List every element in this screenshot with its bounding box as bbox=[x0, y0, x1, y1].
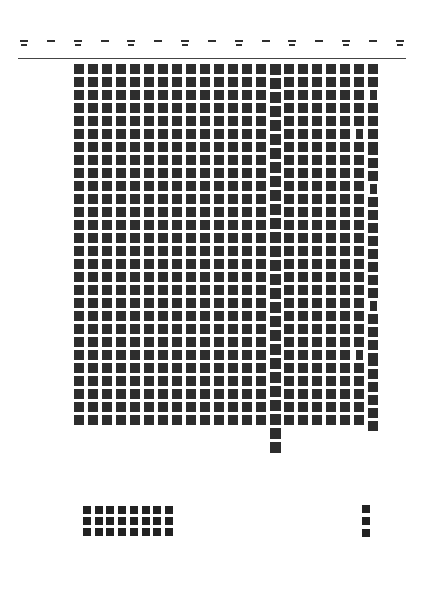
text-column bbox=[353, 64, 366, 494]
text-column bbox=[198, 64, 211, 494]
header-marker bbox=[45, 38, 57, 56]
header-marker bbox=[125, 38, 137, 56]
footer-text bbox=[82, 506, 174, 548]
text-column bbox=[72, 64, 85, 494]
text-column bbox=[297, 64, 310, 494]
text-columns bbox=[72, 64, 380, 494]
header-marker-row bbox=[18, 38, 406, 56]
text-column bbox=[170, 64, 183, 494]
text-column bbox=[367, 64, 380, 494]
header-rule bbox=[18, 58, 406, 59]
text-column bbox=[100, 64, 113, 494]
text-column bbox=[86, 64, 99, 494]
header-marker bbox=[394, 38, 406, 56]
header-marker bbox=[286, 38, 298, 56]
text-column bbox=[212, 64, 225, 494]
text-column bbox=[184, 64, 197, 494]
main-text-block bbox=[72, 64, 380, 494]
text-column bbox=[241, 64, 254, 494]
text-column bbox=[227, 64, 240, 494]
text-column bbox=[325, 64, 338, 494]
header-marker bbox=[99, 38, 111, 56]
text-column bbox=[114, 64, 127, 494]
header-marker bbox=[233, 38, 245, 56]
text-column bbox=[339, 64, 352, 494]
header-marker bbox=[206, 38, 218, 56]
text-column bbox=[142, 64, 155, 494]
text-column bbox=[269, 64, 282, 494]
page-number bbox=[355, 505, 377, 551]
text-column bbox=[156, 64, 169, 494]
text-column bbox=[311, 64, 324, 494]
text-column bbox=[128, 64, 141, 494]
header-marker bbox=[340, 38, 352, 56]
text-column bbox=[255, 64, 268, 494]
header-marker-strip bbox=[18, 38, 406, 56]
header-marker bbox=[72, 38, 84, 56]
header-marker bbox=[367, 38, 379, 56]
header-marker bbox=[18, 38, 30, 56]
header-marker bbox=[260, 38, 272, 56]
text-column bbox=[283, 64, 296, 494]
header-marker bbox=[152, 38, 164, 56]
header-marker bbox=[313, 38, 325, 56]
header-marker bbox=[179, 38, 191, 56]
